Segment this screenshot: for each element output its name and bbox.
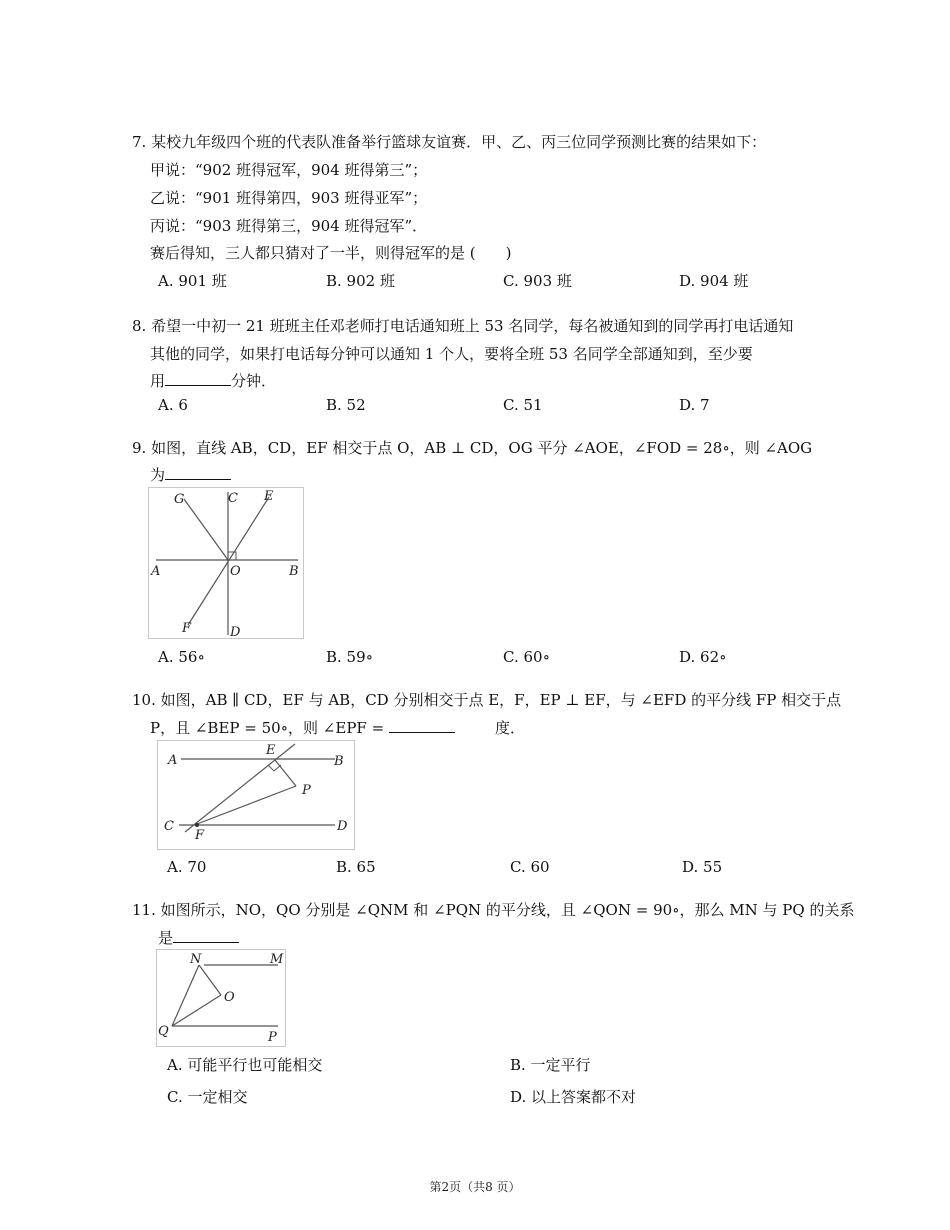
- q9-label-e: E: [264, 489, 274, 504]
- q10-answer-blank[interactable]: [389, 718, 455, 733]
- q8-answer-blank[interactable]: [165, 371, 231, 386]
- q11-option-b: B. 一定平行: [510, 1056, 591, 1074]
- q8-stem-line3: [150, 370, 276, 391]
- q9-ray-og: [184, 499, 228, 560]
- q11-answer-blank[interactable]: [173, 928, 239, 943]
- q11-label-n: N: [190, 952, 202, 967]
- q9-label-d: D: [230, 625, 241, 639]
- q9-option-d: D. 62∘: [679, 648, 727, 666]
- q9-label-b: B: [289, 564, 299, 579]
- q10-label-a: A: [168, 753, 178, 768]
- q9-figure: [148, 487, 304, 639]
- q11-label-q: Q: [158, 1024, 169, 1039]
- q9-label-g: G: [174, 492, 185, 507]
- q11-label-m: M: [270, 952, 284, 967]
- q10-figure-frame: [158, 741, 355, 850]
- q7-option-d: D. 904 班: [679, 272, 749, 290]
- q10-point-f: [195, 823, 199, 827]
- q10-label-d: D: [337, 819, 348, 834]
- q7-stem: 7. 某校九年级四个班的代表队准备举行篮球友谊赛．甲、乙、丙三位同学预测比赛的结果如下：: [132, 133, 767, 151]
- q8-option-b: B. 52: [326, 396, 366, 414]
- q10-label-f: F: [195, 828, 205, 843]
- q9-option-c: C. 60∘: [503, 648, 550, 666]
- q7-line-yi: 乙说：“901 班得第四，903 班得亚军”；: [150, 189, 428, 207]
- q8-option-a: A. 6: [158, 396, 188, 414]
- q11-stem-line2: [158, 927, 239, 948]
- q7-option-a: A. 901 班: [158, 272, 227, 290]
- q7-option-c: C. 903 班: [503, 272, 572, 290]
- q10-label-e: E: [266, 743, 276, 758]
- q11-prefix: 是: [158, 929, 174, 947]
- q10-stem-line1: 10. 如图，AB ∥ CD，EF 与 AB，CD 分别相交于点 E，F，EP ⊥ EF，与 ∠EFD 的平分线 FP 相交于点: [132, 691, 842, 709]
- q9-option-b: B. 59∘: [326, 648, 373, 666]
- q10-option-b: B. 65: [336, 858, 376, 876]
- q11-stem-line1: 11. 如图所示，NO，QO 分别是 ∠QNM 和 ∠PQN 的平分线，且 ∠QON = 90∘，那么 MN 与 PQ 的关系: [132, 901, 855, 919]
- q10-figure: [157, 740, 355, 850]
- q10-segment-ep: [275, 760, 296, 786]
- q10-option-a: A. 70: [167, 858, 207, 876]
- q9-stem-line1: 9. 如图，直线 AB，CD，EF 相交于点 O，AB ⊥ CD，OG 平分 ∠AOE，∠FOD = 28∘，则 ∠AOG: [132, 439, 813, 457]
- q10-suffix: 度．: [494, 719, 525, 737]
- q9-label-a: A: [151, 564, 161, 579]
- q8-prefix: 用: [150, 372, 166, 390]
- page-footer: 第2页（共8 页）: [429, 1180, 521, 1194]
- q9-stem-line2: [150, 464, 231, 485]
- q9-prefix: 为: [150, 466, 166, 484]
- q11-segment-no: [199, 965, 221, 995]
- q9-label-c: C: [228, 491, 238, 506]
- q7-option-b: B. 902 班: [326, 272, 395, 290]
- q8-stem-line2: 其他的同学，如果打电话每分钟可以通知 1 个人，要将全班 53 名同学全部通知到，至少要: [150, 345, 753, 363]
- q11-option-d: D. 以上答案都不对: [510, 1088, 637, 1106]
- q7-line-jia: 甲说：“902 班得冠军，904 班得第三”；: [150, 161, 428, 179]
- q8-option-d: D. 7: [679, 396, 710, 414]
- q8-option-c: C. 51: [503, 396, 543, 414]
- q10-label-c: C: [164, 819, 174, 834]
- q9-answer-blank[interactable]: [165, 465, 231, 480]
- q11-label-o: O: [224, 990, 235, 1005]
- q10-prefix: P，且 ∠BEP = 50∘，则 ∠EPF =: [150, 719, 385, 737]
- q9-label-f: F: [182, 621, 192, 636]
- q11-figure: [156, 949, 286, 1047]
- q9-option-a: A. 56∘: [158, 648, 205, 666]
- q10-option-c: C. 60: [510, 858, 550, 876]
- q8-stem-line1: 8. 希望一中初一 21 班班主任邓老师打电话通知班上 53 名同学，每名被通知到的同学再打电话通知: [132, 317, 794, 335]
- q10-stem-line2: [150, 717, 525, 738]
- q10-label-p: P: [302, 783, 311, 798]
- q11-option-c: C. 一定相交: [167, 1088, 248, 1106]
- q11-option-a: A. 可能平行也可能相交: [167, 1056, 323, 1074]
- q10-ray-fp: [197, 786, 296, 824]
- q10-option-d: D. 55: [682, 858, 723, 876]
- q9-label-o: O: [230, 564, 241, 579]
- q10-label-b: B: [334, 754, 344, 769]
- q7-line-bing: 丙说：“903 班得第三，904 班得冠军”．: [150, 217, 428, 235]
- q11-label-p: P: [268, 1030, 277, 1045]
- q11-figure-frame: [157, 950, 286, 1047]
- q7-question: 赛后得知，三人都只猜对了一半，则得冠军的是 ( ): [150, 244, 512, 262]
- q8-suffix: 分钟．: [231, 372, 277, 390]
- q9-figure-frame: [149, 488, 304, 639]
- q10-line-ef: [185, 744, 295, 832]
